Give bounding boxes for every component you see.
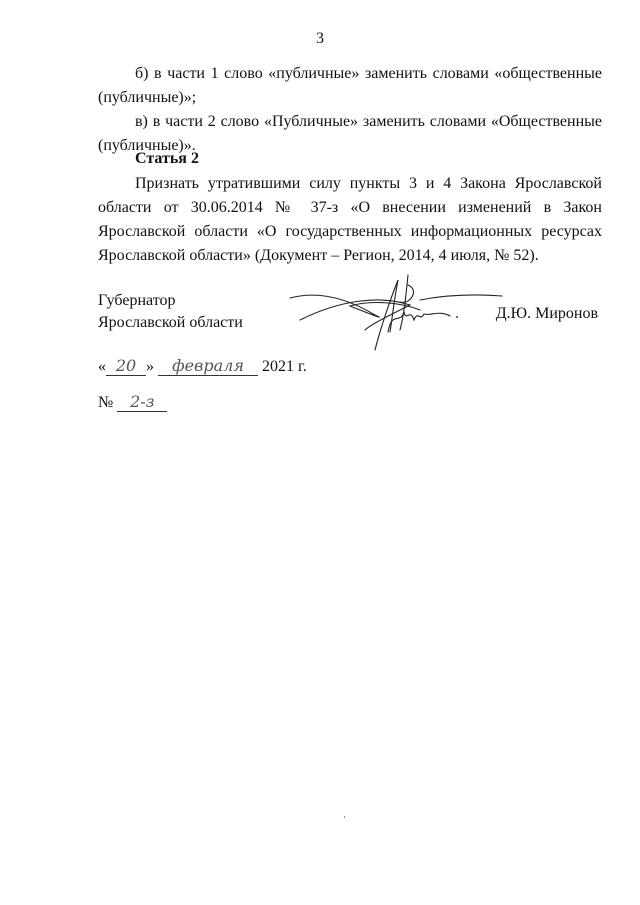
date-close-quote: » [146, 358, 154, 375]
date-month: февраля [158, 356, 258, 376]
amendment-b: б) в части 1 слово «публичные» заменить словами «общественные (публичные)»; [98, 65, 602, 106]
signatory-title-line2: Ярославской области [98, 314, 243, 331]
law-number [98, 392, 167, 412]
signatory-title [98, 290, 243, 334]
signatory-name: Д.Ю. Миронов [495, 305, 598, 322]
article-body [98, 172, 602, 268]
page-number: 3 [316, 30, 324, 47]
number-value: 2-з [117, 392, 167, 412]
amendments-block [98, 62, 602, 158]
date-open-quote: « [98, 358, 106, 375]
article-heading: Статья 2 [135, 150, 199, 167]
signatory-title-line1: Губернатор [98, 292, 176, 309]
scan-speck [344, 816, 345, 818]
article-text: Признать утратившими силу пункты 3 и 4 Закона Ярославской области от 30.06.2014 № 37-з «О внесении изменений в Закон Ярославской области «О государственных информационных ресурсах Ярославской области» (Документ – Регион, 2014, 4 июля, № 52). [98, 175, 602, 264]
amendment-v: в) в части 2 слово «Публичные» заменить словами «Общественные (публичные)». [98, 113, 602, 154]
date-year: 2021 г. [262, 358, 307, 375]
signing-date [98, 356, 307, 376]
date-day: 20 [106, 356, 146, 376]
number-prefix: № [98, 394, 114, 411]
signature-icon [280, 270, 510, 360]
ink-dot [456, 316, 458, 318]
